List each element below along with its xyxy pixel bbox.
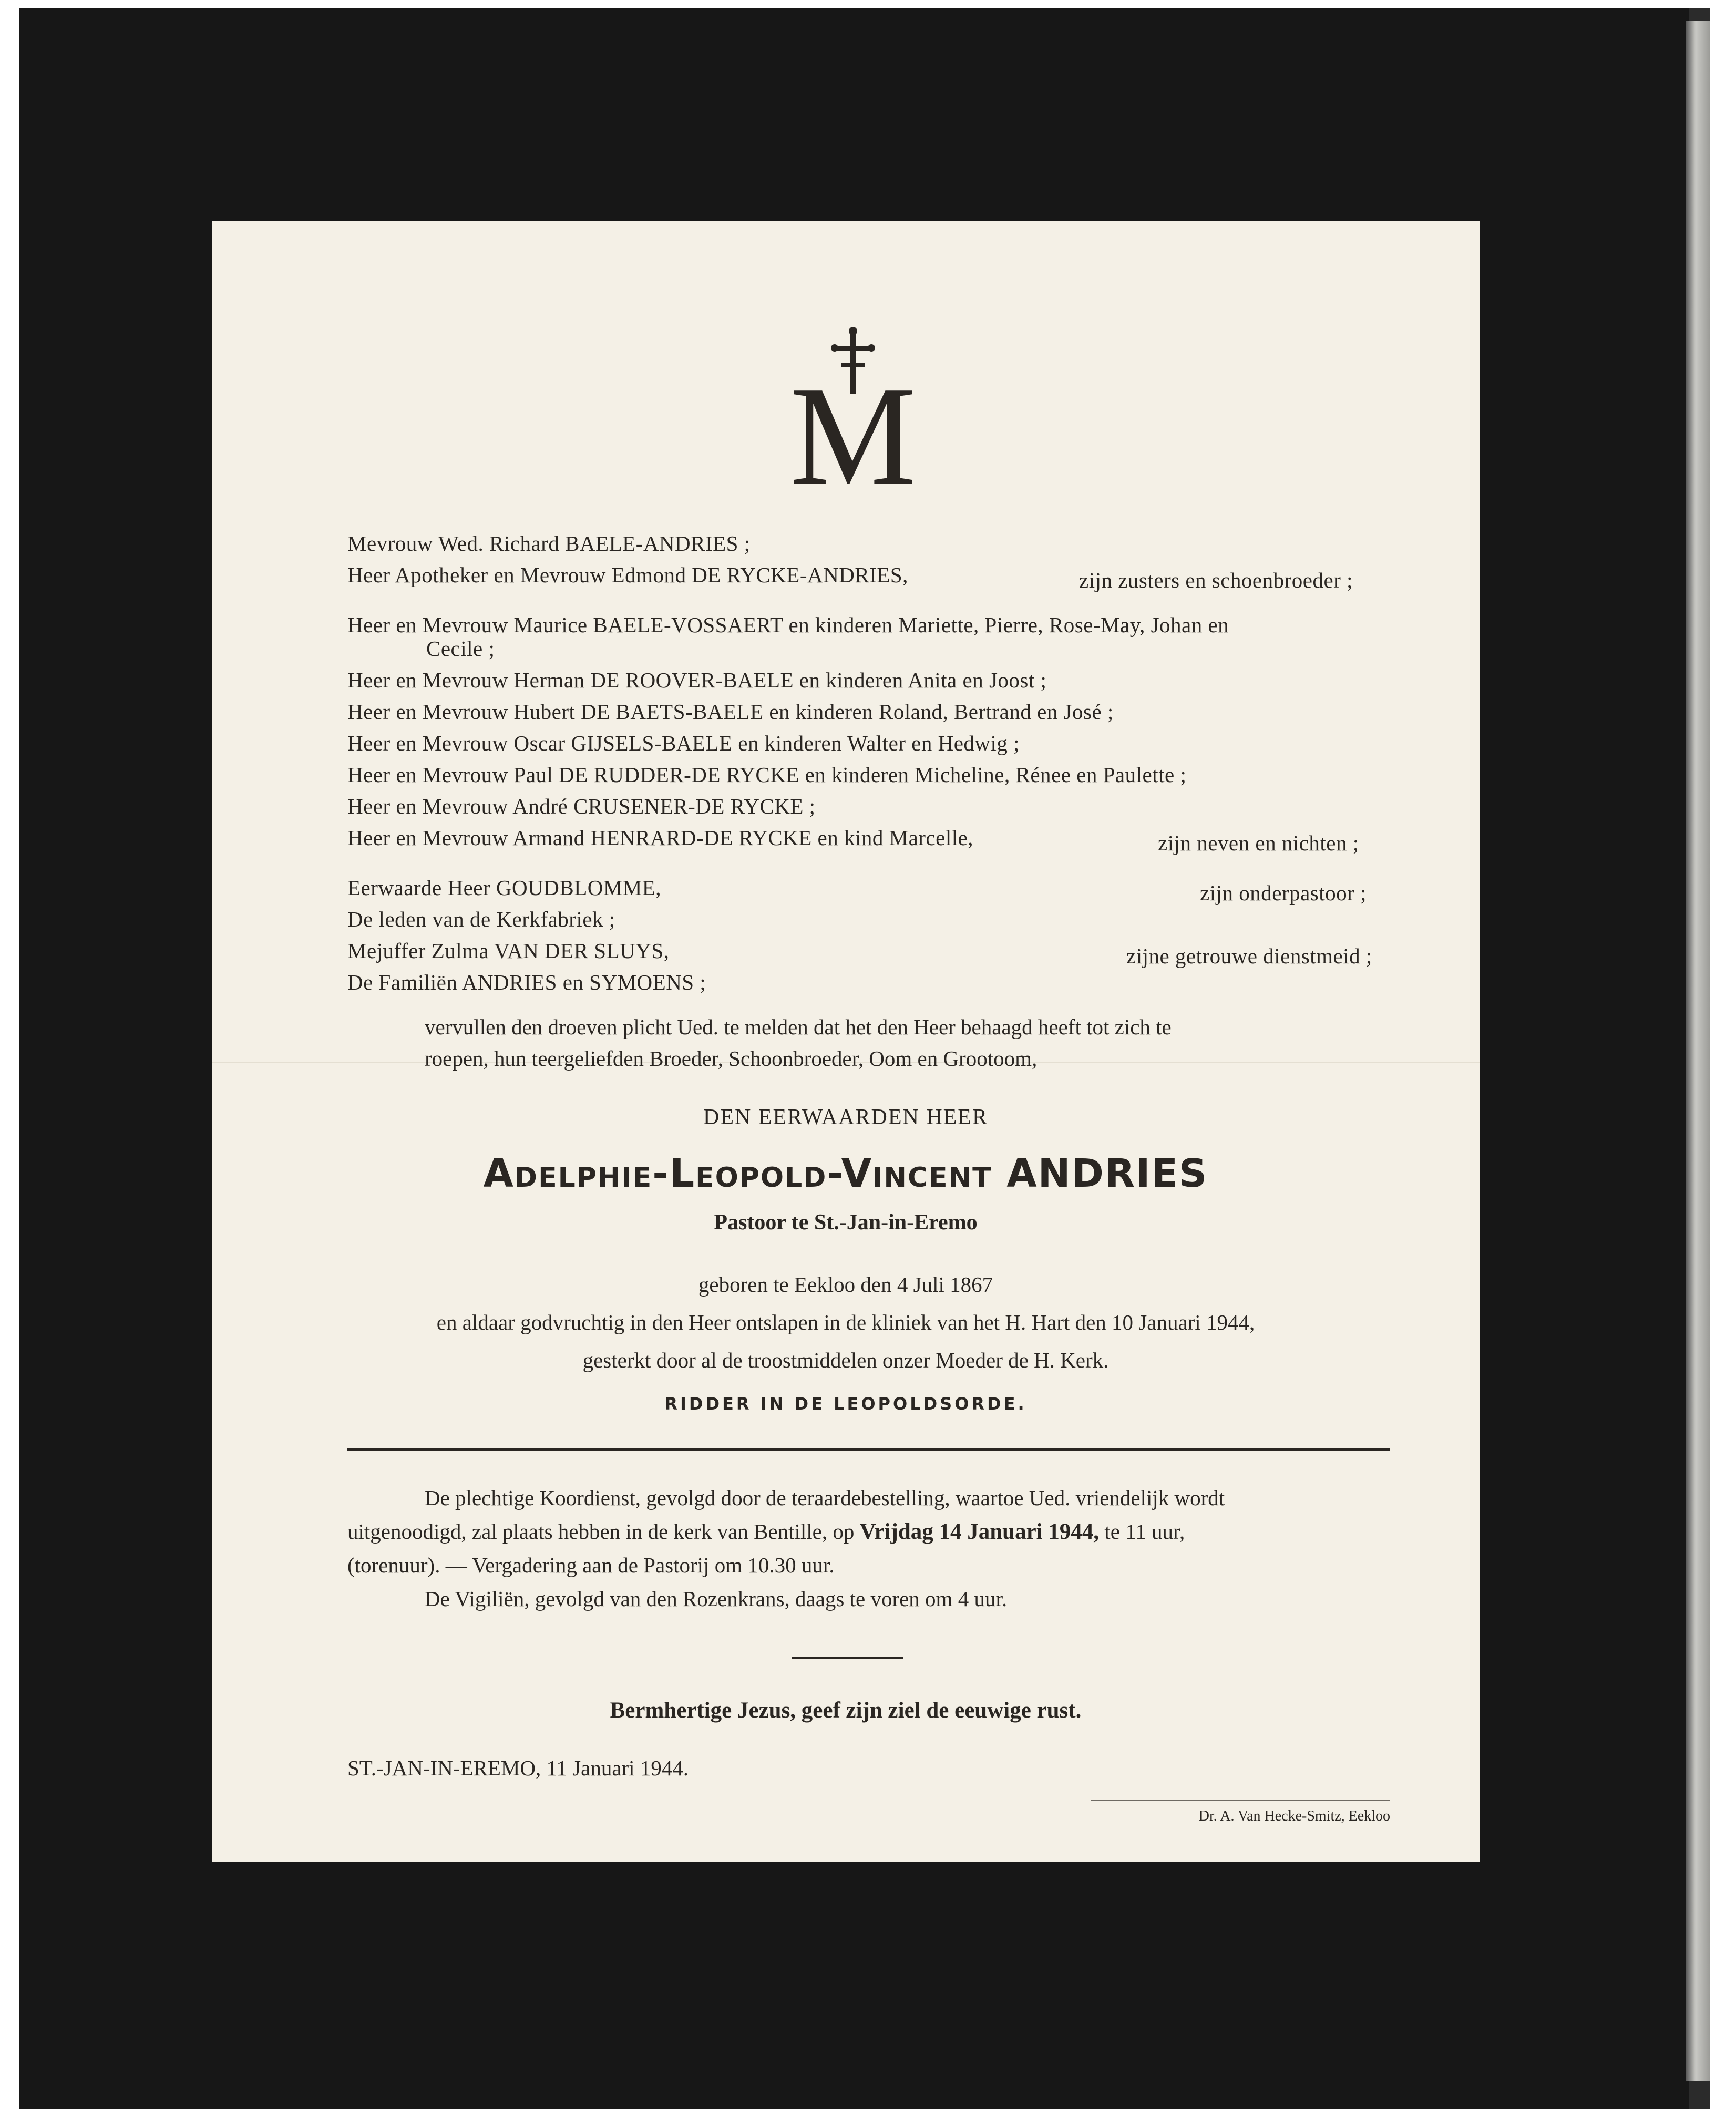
family-line: Heer Apotheker en Mevrouw Edmond DE RYCKE-ANDRIES,	[347, 563, 908, 587]
place-date: ST.-JAN-IN-EREMO, 11 Januari 1944.	[347, 1756, 689, 1780]
family-relation: zijn zusters en schoenbroeder ;	[1079, 568, 1353, 592]
service-line: (torenuur). — Vergadering aan de Pastorij om 10.30 uur.	[347, 1553, 835, 1577]
paper-edge	[1686, 21, 1710, 2081]
family-line: Heer en Mevrouw Maurice BAELE-VOSSAERT en kinderen Mariette, Pierre, Rose-May, Johan en	[347, 613, 1229, 637]
divider-short	[792, 1657, 903, 1659]
deceased-name: Adelphie-Leopold-Vincent ANDRIES	[483, 1151, 1208, 1196]
monogram-letter: M	[789, 357, 917, 494]
family-line: Heer en Mevrouw Armand HENRARD-DE RYCKE en kind Marcelle,	[347, 826, 974, 850]
family-line: Heer en Mevrouw Oscar GIJSELS-BAELE en kinderen Walter en Hedwig ;	[347, 731, 1020, 755]
cross-monogram-icon	[774, 326, 932, 494]
death-line: en aldaar godvruchtig in den Heer ontslapen in de kliniek van het H. Hart den 10 Januari 1944,	[436, 1310, 1255, 1334]
service-text: te 11 uur,	[1104, 1519, 1185, 1544]
family-relation: zijn onderpastoor ;	[1200, 881, 1367, 905]
service-line	[347, 1519, 1185, 1545]
family-line: Heer en Mevrouw Herman DE ROOVER-BAELE en kinderen Anita en Joost ;	[347, 668, 1047, 692]
family-relation: zijne getrouwe dienstmeid ;	[1126, 944, 1372, 968]
sacraments-line: gesterkt door al de troostmiddelen onzer Moeder de H. Kerk.	[582, 1348, 1109, 1372]
family-line: Heer en Mevrouw Hubert DE BAETS-BAELE en kinderen Roland, Bertrand en José ;	[347, 700, 1114, 724]
death-notice-card	[212, 221, 1480, 1862]
family-line: De Familiën ANDRIES en SYMOENS ;	[347, 970, 706, 994]
service-text: uitgenoodigd, zal plaats hebben in de kerk van Bentille, op	[347, 1519, 855, 1544]
family-line: De leden van de Kerkfabriek ;	[347, 907, 615, 931]
service-line: De plechtige Koordienst, gevolgd door de teraardebestelling, waartoe Ued. vriendelijk wordt	[425, 1486, 1225, 1510]
family-line: Mejuffer Zulma VAN DER SLUYS,	[347, 939, 670, 963]
honorific: DEN EERWAARDEN HEER	[703, 1105, 988, 1129]
printer-credit: Dr. A. Van Hecke-Smitz, Eekloo	[1198, 1808, 1390, 1824]
announcement-line: vervullen den droeven plicht Ued. te melden dat het den Heer behaagd heeft tot zich te	[425, 1015, 1172, 1039]
birth-line: geboren te Eekloo den 4 Juli 1867	[698, 1272, 993, 1297]
family-line: Heer en Mevrouw André CRUSENER-DE RYCKE ;	[347, 794, 816, 818]
announcement-line: roepen, hun teergeliefden Broeder, Schoonbroeder, Oom en Grootoom,	[425, 1046, 1038, 1071]
divider	[347, 1448, 1390, 1451]
family-line: Eerwaarde Heer GOUDBLOMME,	[347, 876, 662, 900]
printer-rule	[1091, 1800, 1390, 1801]
service-line: De Vigiliën, gevolgd van den Rozenkrans, daags te voren om 4 uur.	[425, 1587, 1008, 1611]
family-line: Mevrouw Wed. Richard BAELE-ANDRIES ;	[347, 531, 751, 556]
family-line: Cecile ;	[426, 636, 495, 661]
prayer: Bermhertige Jezus, geef zijn ziel de eeuwige rust.	[610, 1698, 1082, 1723]
service-date: Vrijdag 14 Januari 1944,	[859, 1519, 1100, 1544]
family-line: Heer en Mevrouw Paul DE RUDDER-DE RYCKE en kinderen Micheline, Rénee en Paulette ;	[347, 763, 1187, 787]
family-relation: zijn neven en nichten ;	[1158, 831, 1359, 855]
order-line: RIDDER IN DE LEOPOLDSORDE.	[664, 1394, 1027, 1414]
deceased-title: Pastoor te St.-Jan-in-Eremo	[714, 1210, 978, 1235]
